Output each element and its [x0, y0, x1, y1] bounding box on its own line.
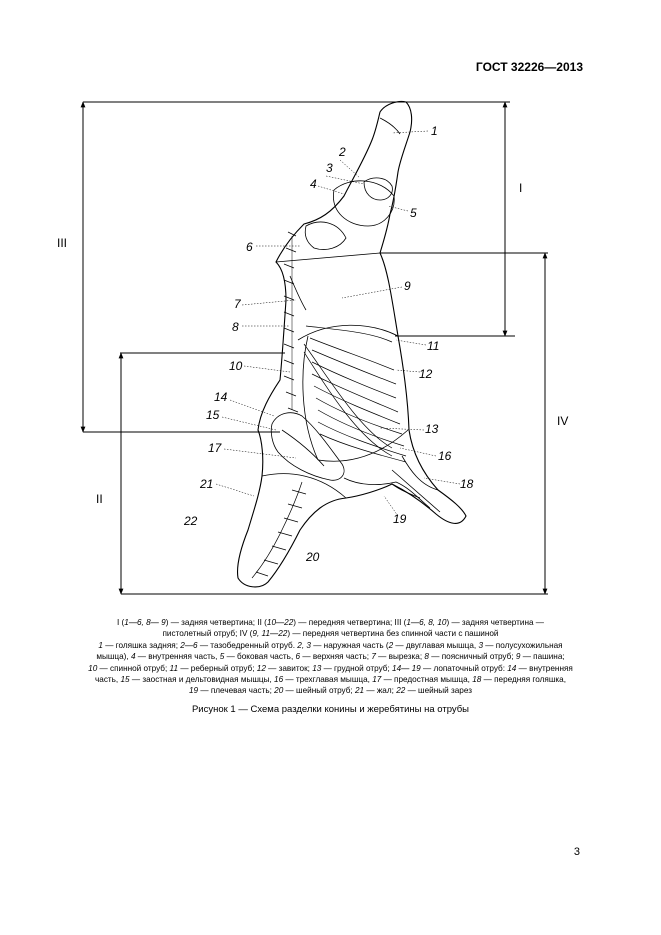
section-label-IV: IV — [557, 414, 569, 428]
part-number-16: 16 — [438, 449, 452, 463]
part-number-3: 3 — [326, 161, 333, 175]
part-number-22: 22 — [184, 514, 198, 528]
ribs — [304, 326, 406, 462]
part-number-21: 21 — [200, 477, 214, 491]
part-number-10: 10 — [229, 359, 243, 373]
part-number-14: 14 — [214, 390, 228, 404]
legend-line: часть, 15 — заостная и дельтовидная мышцы, 16 — трехглавая мышца, 17 — предостная мышца, 18 — передняя голяшка, — [95, 675, 566, 685]
page-number: 3 — [573, 846, 580, 858]
part-number-20: 20 — [306, 550, 320, 564]
part-number-2: 2 — [339, 145, 346, 159]
legend-line: I (1—6, 8— 9) — задняя четвертина; II (10—22) — передняя четвертина; III (1—6, 8, 10) — задняя четвертина — — [116, 618, 544, 627]
part-number-17: 17 — [208, 441, 222, 455]
part-number-18: 18 — [460, 477, 474, 491]
part-number-4: 4 — [310, 177, 317, 191]
part-number-12: 12 — [419, 367, 433, 381]
section-label-I: I — [519, 181, 523, 195]
part-number-8: 8 — [232, 320, 239, 334]
section-label-III: III — [57, 236, 68, 250]
legend-line: 19 — плечевая часть; 20 — шейный отруб; 21 — жал; 22 — шейный зарез — [189, 686, 472, 696]
document-header: ГОСТ 32226—2013 — [475, 60, 583, 74]
dimension-lines — [83, 102, 548, 594]
spine — [284, 232, 298, 412]
legend-line: мышца), 4 — внутренняя часть, 5 — боковая часть, 6 — верхняя часть; 7 — вырезка; 8 — поясничный отруб; 9 — пашина; — [96, 652, 565, 662]
legend-line: пистолетный отруб; IV (9, 11—22) — передняя четвертина без спинной части с пашиной — [162, 629, 499, 639]
section-label-II: II — [96, 492, 103, 506]
legend-line: 1 — голяшка задняя; 2—6 — тазобедренный отруб. 2, 3 — наружная часть (2 — двуглавая мышца, 3 — полусухожильная — [98, 640, 563, 650]
legend-line: 10 — спинной отруб; 11 — реберный отруб; 12 — завиток; 13 — грудной отруб; 14— 19 — лопаточный отруб: 14 — внутренняя — [88, 663, 573, 673]
part-number-5: 5 — [410, 206, 417, 220]
part-number-19: 19 — [393, 512, 407, 526]
part-number-9: 9 — [404, 279, 411, 293]
part-number-15: 15 — [206, 408, 220, 422]
part-number-1: 1 — [431, 124, 438, 138]
part-number-13: 13 — [425, 422, 439, 436]
neck-vertebrae — [252, 482, 306, 578]
part-number-7: 7 — [234, 297, 241, 311]
figure-legend — [40, 617, 621, 697]
part-number-11: 11 — [427, 339, 440, 353]
part-number-6: 6 — [246, 240, 253, 254]
figure-caption: Рисунок 1 — Схема разделки конины и жеребятины на отрубы — [191, 704, 470, 715]
